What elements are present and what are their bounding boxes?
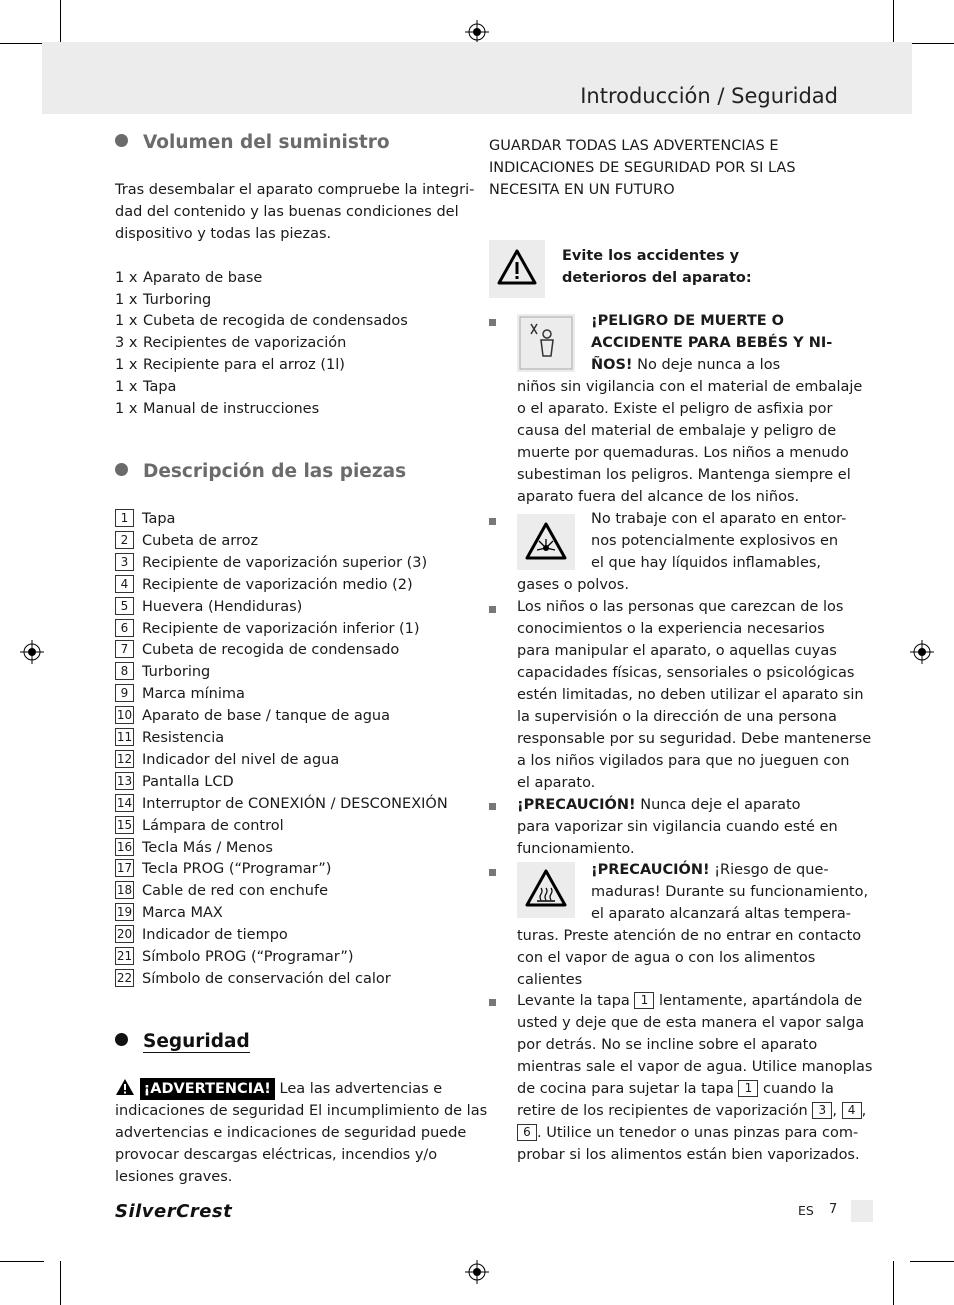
list-item [115, 509, 175, 531]
list-item [115, 816, 284, 838]
crop-mark [893, 1261, 894, 1305]
part-number-ref: 3 [812, 1102, 832, 1119]
part-label: Símbolo PROG (“Programar”) [142, 949, 354, 965]
list-item [115, 290, 211, 312]
precaucion-bold: ¡PRECAUCIÓN! [517, 797, 636, 813]
part-number: 7 [115, 640, 134, 658]
bullet-square-icon [489, 606, 496, 613]
peligro-line: muerte por quemaduras. Los niños a menudo [517, 445, 849, 461]
levante-line [517, 990, 862, 1012]
precaucion-line [517, 794, 801, 816]
peligro-bold: ÑOS! [591, 357, 633, 373]
list-item [115, 750, 339, 772]
part-label: Turboring [142, 664, 211, 681]
page-tab-marker [851, 1200, 873, 1222]
part-number: 9 [115, 684, 134, 702]
part-number: 1 [115, 509, 134, 527]
bullet-square-icon [489, 319, 496, 326]
part-label: Tecla PROG (“Programar”) [142, 861, 332, 878]
volumen-intro-line: dad del contenido y las buenas condiciones del [115, 204, 459, 220]
part-number: 20 [116, 927, 133, 942]
part-number: 5 [115, 597, 134, 615]
ninos-line: Los niños o las personas que carezcan de los [517, 599, 844, 615]
ninos-line: el aparato. [517, 775, 596, 791]
part-number: 3 [115, 553, 134, 571]
volumen-intro-line: dispositivo y todas las piezas. [115, 226, 332, 242]
part-label: Cable de red con enchufe [142, 883, 329, 900]
list-item [115, 859, 331, 881]
registration-mark-icon [910, 640, 934, 664]
list-item [115, 969, 391, 991]
levante-text: de cocina para sujetar la tapa [517, 1081, 739, 1097]
guardar-line: GUARDAR TODAS LAS ADVERTENCIAS E [489, 138, 779, 154]
list-item [115, 838, 273, 860]
part-number: 16 [116, 839, 133, 854]
ninos-line: conocimientos o la experiencia necesarios [517, 621, 825, 637]
peligro-line: o el aparato. Existe el peligro de asfixia por [517, 401, 833, 417]
list-item [115, 706, 390, 728]
evite-line: deterioros del aparato: [562, 270, 752, 286]
section-heading-seguridad [115, 1031, 250, 1052]
part-number: 19 [116, 905, 133, 920]
crop-mark [60, 1261, 61, 1305]
part-number-ref: 1 [634, 992, 654, 1009]
levante-line [517, 1100, 866, 1122]
bullet-dot-icon [115, 134, 128, 147]
warning-text: lesiones graves. [115, 1169, 233, 1185]
heading-text: Volumen del suministro [143, 132, 390, 153]
part-number: 4 [115, 575, 134, 593]
hot-surface-icon [517, 862, 575, 918]
part-label: Indicador del nivel de agua [142, 751, 340, 768]
peligro-tail: No deje nunca a los [632, 357, 781, 373]
heading-text: Seguridad [143, 1031, 250, 1052]
precaucion-line: turas. Preste atención de no entrar en contacto [517, 928, 862, 944]
guardar-line: INDICACIONES DE SEGURIDAD POR SI LAS [489, 160, 796, 176]
list-item [115, 575, 413, 597]
levante-text: . Utilice un tenedor o unas pinzas para com- [537, 1125, 859, 1141]
list-item [115, 311, 408, 333]
part-label: Aparato de base / tanque de agua [142, 708, 391, 725]
bullet-square-icon [489, 999, 496, 1006]
part-label: Tecla Más / Menos [142, 839, 273, 856]
item-qty: 3 x [115, 335, 138, 351]
item-label: Tapa [143, 379, 177, 395]
precaucion-line: para vaporizar sin vigilancia cuando esté en [517, 819, 838, 835]
item-label: Manual de instrucciones [143, 401, 320, 417]
guardar-line: NECESITA EN UN FUTURO [489, 182, 675, 198]
list-item [115, 355, 345, 377]
part-label: Indicador de tiempo [142, 927, 288, 944]
list-item [115, 662, 210, 684]
crop-mark [910, 1261, 954, 1262]
precaucion-line: con el vapor de agua o con los alimentos [517, 950, 816, 966]
volumen-intro-line: Tras desembalar el aparato compruebe la integri- [115, 182, 475, 198]
language-code: ES [798, 1203, 814, 1218]
list-item [115, 794, 448, 816]
list-item [115, 619, 420, 641]
precaucion-line: el aparato alcanzará altas tempera- [591, 906, 852, 922]
peligro-line: ¡PELIGRO DE MUERTE O [591, 313, 785, 329]
part-label: Marca MAX [142, 905, 223, 922]
brand-logo: SilverCrest [115, 1201, 233, 1222]
warning-text: provocar descargas eléctricas, incendios y/o [115, 1147, 438, 1163]
peligro-line: aparato fuera del alcance de los niños. [517, 489, 800, 505]
list-item [115, 531, 258, 553]
warning-text: Lea las advertencias e [274, 1081, 443, 1097]
part-number: 10 [116, 708, 133, 723]
part-label: Recipiente de vaporización superior (3) [142, 554, 428, 571]
part-number: 17 [116, 861, 133, 876]
part-label: Recipiente de vaporización inferior (1) [142, 620, 420, 637]
section-heading-descripcion [115, 461, 406, 482]
part-number: 11 [116, 730, 133, 744]
item-qty: 1 x [115, 357, 138, 373]
crop-mark [910, 43, 954, 44]
part-label: Huevera (Hendiduras) [142, 598, 303, 615]
heading-text: Descripción de las piezas [143, 461, 407, 482]
part-label: Recipiente de vaporización medio (2) [142, 576, 413, 593]
child-warning-icon-box [517, 314, 575, 372]
list-item [115, 684, 245, 706]
bullet-square-icon [489, 803, 496, 810]
part-label: Marca mínima [142, 686, 245, 703]
part-number: 2 [115, 531, 134, 549]
part-label: Resistencia [142, 730, 225, 746]
precaucion-line: calientes [517, 972, 583, 988]
peligro-line [591, 354, 780, 376]
warning-triangle-icon [489, 240, 545, 298]
crop-mark [60, 0, 61, 44]
part-number-ref: 4 [842, 1102, 862, 1119]
precaucion-tail: Nunca deje el aparato [635, 797, 801, 813]
ninos-line: capacidades físicas, sensoriales o psicológicas [517, 665, 855, 681]
evite-line: Evite los accidentes y [562, 248, 740, 264]
page-number: 7 [829, 1202, 838, 1217]
levante-line: por detrás. No se incline sobre el aparato [517, 1037, 818, 1053]
part-number: 12 [116, 751, 133, 766]
levante-line: usted y deje que de esta manera el vapor salga [517, 1015, 865, 1031]
levante-text: retire de los recipientes de vaporización [517, 1103, 813, 1119]
part-number: 15 [116, 817, 133, 832]
item-label: Turboring [143, 292, 212, 308]
warning-triangle-icon [115, 1078, 135, 1096]
item-qty: 1 x [115, 401, 138, 417]
crop-mark [893, 0, 894, 44]
explosivo-line: No trabaje con el aparato en entor- [591, 511, 847, 527]
list-item [115, 640, 399, 662]
ninos-line: la supervisión o la dirección de una persona [517, 709, 837, 725]
bullet-dot-icon [115, 1033, 128, 1046]
warning-text: advertencias e indicaciones de seguridad puede [115, 1125, 467, 1141]
precaucion-line [591, 859, 829, 881]
ninos-line: responsable por su seguridad. Debe mantenerse [517, 731, 872, 747]
levante-text: cuando la [758, 1081, 834, 1097]
registration-mark-icon [20, 640, 44, 664]
part-number: 21 [116, 949, 133, 963]
part-label: Símbolo de conservación del calor [142, 970, 391, 987]
precaucion-line: maduras! Durante su funcionamiento, [591, 884, 869, 900]
list-item [115, 903, 223, 925]
explosivo-line: gases o polvos. [517, 577, 629, 593]
list-item [115, 925, 288, 947]
part-number: 6 [115, 619, 134, 637]
part-number: 14 [116, 795, 133, 810]
section-heading-volumen [115, 132, 390, 153]
part-label: Tapa [142, 511, 176, 527]
list-item [115, 553, 427, 575]
list-item [115, 377, 176, 399]
list-item [115, 728, 224, 750]
levante-line [517, 1078, 834, 1100]
explosion-icon-box [517, 514, 575, 570]
part-label: Cubeta de arroz [142, 532, 259, 549]
levante-line: mientras sale el vapor de agua. Utilice manoplas [517, 1059, 873, 1075]
peligro-line: causa del material de embalaje y peligro de [517, 423, 837, 439]
explosion-hazard-icon [517, 514, 575, 570]
warning-text: indicaciones de seguridad El incumplimiento de las [115, 1103, 488, 1119]
registration-mark-icon [465, 20, 489, 44]
ninos-line: para manipular el aparato, o aquellas cuyas [517, 643, 837, 659]
levante-text: lentamente, apartándola de [654, 993, 863, 1009]
list-item [115, 399, 319, 421]
levante-text: , [832, 1103, 842, 1119]
warning-label: ¡ADVERTENCIA! [140, 1078, 275, 1100]
levante-text: , [861, 1103, 867, 1119]
warning-icon-box [489, 240, 545, 298]
item-label: Recipientes de vaporización [143, 335, 347, 351]
part-number: 18 [116, 883, 133, 898]
list-item [115, 947, 354, 969]
part-number-ref: 1 [738, 1080, 758, 1097]
part-label: Pantalla LCD [142, 773, 234, 790]
list-item [115, 772, 234, 794]
peligro-line: subestiman los peligros. Mantenga siempre el [517, 467, 851, 483]
explosivo-line: nos potencialmente explosivos en [591, 533, 839, 549]
item-qty: 1 x [115, 313, 138, 329]
hot-surface-icon-box [517, 862, 575, 918]
part-label: Cubeta de recogida de condensado [142, 642, 400, 659]
crop-mark [0, 43, 44, 44]
precaucion-tail: ¡Riesgo de que- [709, 862, 829, 878]
levante-line: probar si los alimentos están bien vaporizados. [517, 1147, 860, 1163]
part-number-ref: 6 [517, 1124, 537, 1141]
levante-text: Levante la tapa [517, 993, 635, 1009]
list-item [115, 597, 302, 619]
child-hazard-icon [517, 314, 575, 372]
explosivo-line: el que hay líquidos inflamables, [591, 555, 822, 571]
item-label: Aparato de base [143, 270, 263, 286]
peligro-line: niños sin vigilancia con el material de embalaje [517, 379, 863, 395]
ninos-line: estén limitadas, no deben utilizar el aparato sin [517, 687, 864, 703]
ninos-line: a los niños vigilados para que no jueguen con [517, 753, 850, 769]
levante-line [517, 1122, 858, 1144]
peligro-line: ACCIDENTE PARA BEBÉS Y NI- [591, 335, 833, 351]
item-label: Recipiente para el arroz (1l) [143, 357, 345, 373]
registration-mark-icon [465, 1260, 489, 1284]
item-label: Cubeta de recogida de condensados [143, 313, 408, 329]
item-qty: 1 x [115, 379, 138, 395]
bullet-dot-icon [115, 463, 128, 476]
part-label: Interruptor de CONEXIÓN / DESCONEXIÓN [142, 795, 448, 812]
item-qty: 1 x [115, 292, 138, 308]
warning-line [115, 1078, 442, 1100]
part-number: 22 [116, 970, 133, 985]
list-item [115, 881, 328, 903]
bullet-square-icon [489, 869, 496, 876]
precaucion-bold: ¡PRECAUCIÓN! [591, 862, 710, 878]
item-qty: 1 x [115, 270, 138, 286]
bullet-square-icon [489, 518, 496, 525]
part-number: 8 [115, 662, 134, 680]
part-label: Lámpara de control [142, 817, 284, 834]
list-item [115, 333, 346, 355]
crop-mark [0, 1261, 44, 1262]
page-title: Introducción / Seguridad [580, 84, 838, 108]
precaucion-line: funcionamiento. [517, 841, 635, 857]
list-item [115, 268, 262, 290]
part-number: 13 [116, 773, 133, 788]
